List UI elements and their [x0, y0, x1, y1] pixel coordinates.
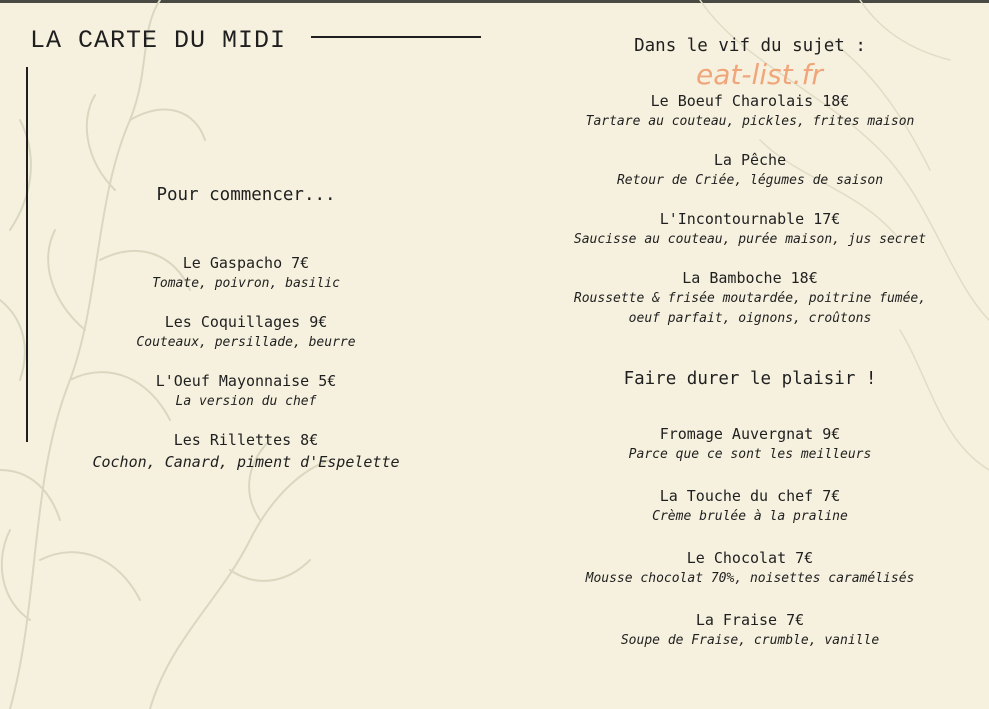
item-name: La Touche du chef 7€ [659, 487, 841, 505]
item-description: Couteaux, persillade, beurre [136, 335, 356, 350]
menu-item-fromage-auvergnat [525, 423, 975, 465]
item-description: Retour de Criée, légumes de saison [616, 173, 884, 188]
menu-item-boeuf-charolais [525, 90, 975, 132]
item-name: L'Oeuf Mayonnaise 5€ [155, 372, 337, 390]
item-description: Mousse chocolat 70%, noisettes caramélisés [585, 571, 915, 586]
item-description: Parce que ce sont les meilleurs [628, 447, 872, 462]
item-name: Le Gaspacho 7€ [182, 254, 310, 272]
item-name: La Pêche [713, 151, 787, 169]
item-name: Les Coquillages 9€ [164, 313, 328, 331]
item-description: Soupe de Fraise, crumble, vanille [620, 633, 880, 648]
menu-item-peche [525, 149, 975, 191]
menu-item-fraise [525, 609, 975, 651]
mains-title: Dans le vif du sujet : [634, 36, 866, 56]
menu-item-oeuf-mayonnaise [20, 370, 472, 412]
desserts-title: Faire durer le plaisir ! [623, 369, 877, 389]
menu-item-touche-du-chef [525, 485, 975, 527]
item-name: Le Boeuf Charolais 18€ [650, 92, 850, 110]
menu-item-incontournable [525, 208, 975, 250]
item-description: Cochon, Canard, piment d'Espelette [92, 453, 400, 471]
item-description-line-2: oeuf parfait, oignons, croûtons [628, 311, 872, 326]
item-name: Les Rillettes 8€ [173, 431, 319, 449]
item-description: Saucisse au couteau, purée maison, jus secret [573, 232, 927, 247]
item-description: La version du chef [175, 394, 317, 409]
item-name: La Fraise 7€ [695, 611, 805, 629]
menu-item-bamboche [525, 267, 975, 329]
page-title: LA CARTE DU MIDI [30, 26, 287, 55]
item-name: L'Incontournable 17€ [659, 210, 841, 228]
item-description: Tomate, poivron, basilic [152, 276, 340, 291]
menu-item-coquillages [20, 311, 472, 353]
menu-item-chocolat [525, 547, 975, 589]
item-description: Tartare au couteau, pickles, frites maison [585, 114, 915, 129]
starters-title: Pour commencer... [156, 185, 336, 205]
item-name: La Bamboche 18€ [682, 269, 818, 287]
item-description: Crème brulée à la praline [652, 509, 848, 524]
item-name: Fromage Auvergnat 9€ [659, 425, 841, 443]
menu-item-gaspacho [20, 252, 472, 294]
title-divider [311, 36, 481, 38]
menu-item-rillettes [20, 429, 472, 473]
watermark: eat-list.fr [696, 58, 823, 91]
item-name: Le Chocolat 7€ [686, 549, 814, 567]
item-description-line-1: Roussette & frisée moutardée, poitrine fumée, [573, 291, 927, 306]
